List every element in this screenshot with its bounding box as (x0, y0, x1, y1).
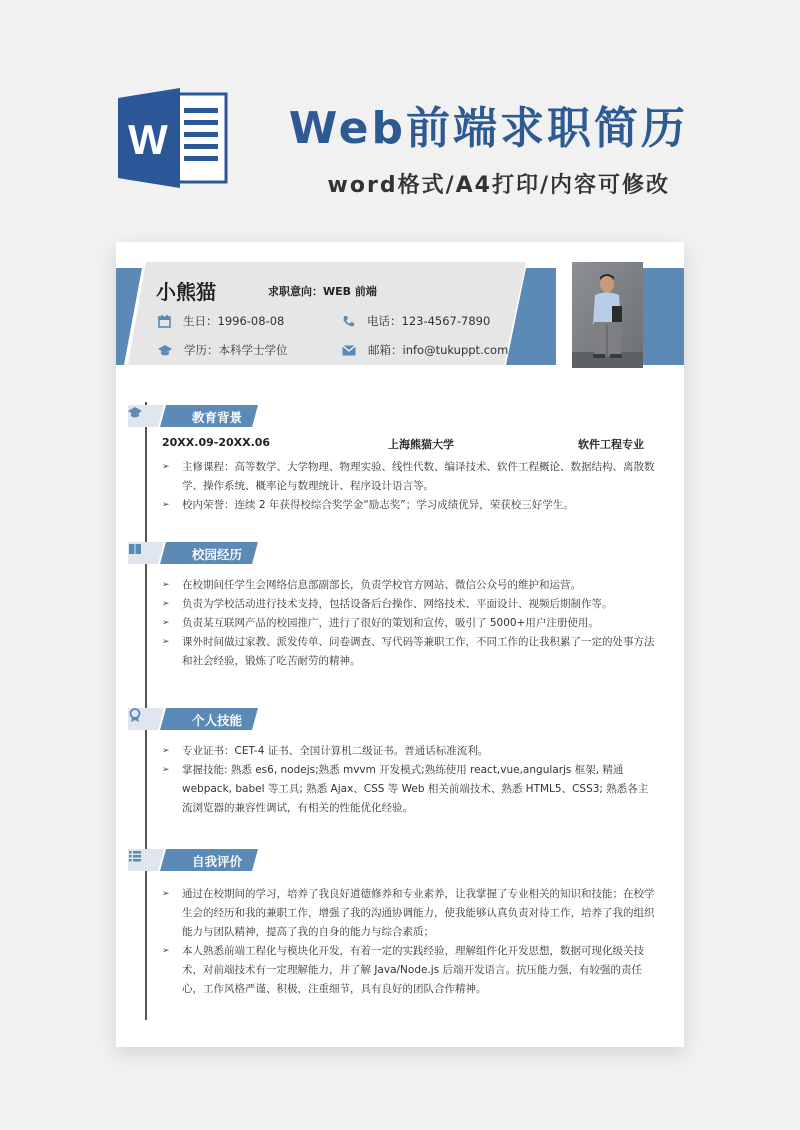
education-list (162, 458, 658, 515)
list-item: ➢ 本人熟悉前端工程化与模块化开发，有着一定的实践经验，理解组件化开发思想，数据可现化级关技术，对前端技术有一定理解能力，并了解 Java/Node.js 后端开发语言。抗压能力强，有较强的责任心，工作风格严谨、积极，注重细节，具有良好的团队合作精神。 (162, 942, 658, 999)
section-title-self: 自我评价 (192, 854, 243, 869)
section-title-skills: 个人技能 (192, 713, 243, 728)
word-document-icon (118, 88, 230, 188)
banner-subtitle: word格式/A4打印/内容可修改 (327, 173, 670, 198)
award-icon (128, 708, 142, 722)
list-item: ➢ 主修课程：高等数学、大学物理、物理实验、线性代数、编译技术、软件工程概论、数据结构、离散数学、操作系统、概率论与数理统计、程序设计语言等。 (162, 458, 658, 496)
info-phone (342, 313, 490, 329)
self-list (162, 885, 658, 999)
education-level-text: 学历：本科学士学位 (184, 343, 288, 357)
skills-list (162, 742, 658, 818)
education-major: 软件工程专业 (578, 438, 644, 451)
education-row (162, 436, 652, 452)
info-education-level (158, 342, 288, 358)
list-item: ➢ 通过在校期间的学习，培养了我良好道德修养和专业素养，让我掌握了专业相关的知识和技能；在校学生会的经历和我的兼职工作，增强了我的沟通协调能力，使我能够认真负责对待工作，培养了我的组织能力与团队精神，提高了我的自身的能力与综合素质； (162, 885, 658, 942)
candidate-name: 小熊猫 (156, 280, 216, 304)
mail-icon (342, 345, 356, 356)
banner-title: Web前端求职简历 (288, 103, 688, 154)
graduation-cap-icon (128, 405, 142, 419)
resume-page (116, 242, 684, 1047)
email-text: 邮箱：info@tukuppt.com (368, 343, 509, 357)
campus-list (162, 576, 658, 671)
info-birth (158, 313, 284, 329)
phone-icon (342, 315, 355, 328)
education-period: 20XX.09-20XX.06 (162, 436, 271, 449)
list-icon (128, 849, 142, 863)
section-title-campus: 校园经历 (192, 547, 243, 562)
info-email (342, 342, 508, 358)
list-item: ➢ 掌握技能: 熟悉 es6, nodejs;熟悉 mvvm 开发模式;熟练使用 react,vue,angularjs 框架, 精通 webpack, babel 等工具; 熟悉 Ajax、CSS 等 Web 相关前端技术、熟悉 HTML5、CSS3; 熟悉各主流浏览器的兼容性调试，有相关的性能优化经验。 (162, 761, 658, 818)
list-item: ➢ 负责为学校活动进行技术支持，包括设备后台操作、网络技术、平面设计、视频后期制作等。 (162, 595, 658, 614)
graduation-cap-icon (158, 344, 172, 357)
list-item: ➢ 校内荣誉：连续 2 年获得校综合奖学金“励志奖”；学习成绩优异，荣获校三好学生。 (162, 496, 658, 515)
profile-photo (572, 262, 643, 368)
section-title-education: 教育背景 (192, 410, 243, 425)
calendar-icon (158, 315, 171, 328)
list-item: ➢ 专业证书：CET-4 证书、全国计算机二级证书。普通话标准流利。 (162, 742, 658, 761)
book-icon (128, 542, 142, 556)
birth-text: 生日：1996-08-08 (183, 314, 285, 328)
list-item: ➢ 负责某互联网产品的校园推广，进行了很好的策划和宣传，吸引了 5000+用户注册使用。 (162, 614, 658, 633)
list-item: ➢ 在校期间任学生会网络信息部副部长，负责学校官方网站、微信公众号的维护和运营。 (162, 576, 658, 595)
job-objective: 求职意向：WEB 前端 (268, 285, 377, 298)
word-letter: W (128, 116, 168, 163)
phone-text: 电话：123-4567-7890 (367, 314, 491, 328)
education-school: 上海熊猫大学 (388, 438, 454, 451)
list-item: ➢ 课外时间做过家教、派发传单、问卷调查、写代码等兼职工作，不同工作的让我积累了一定的处事方法和社会经验，锻炼了吃苦耐劳的精神。 (162, 633, 658, 671)
